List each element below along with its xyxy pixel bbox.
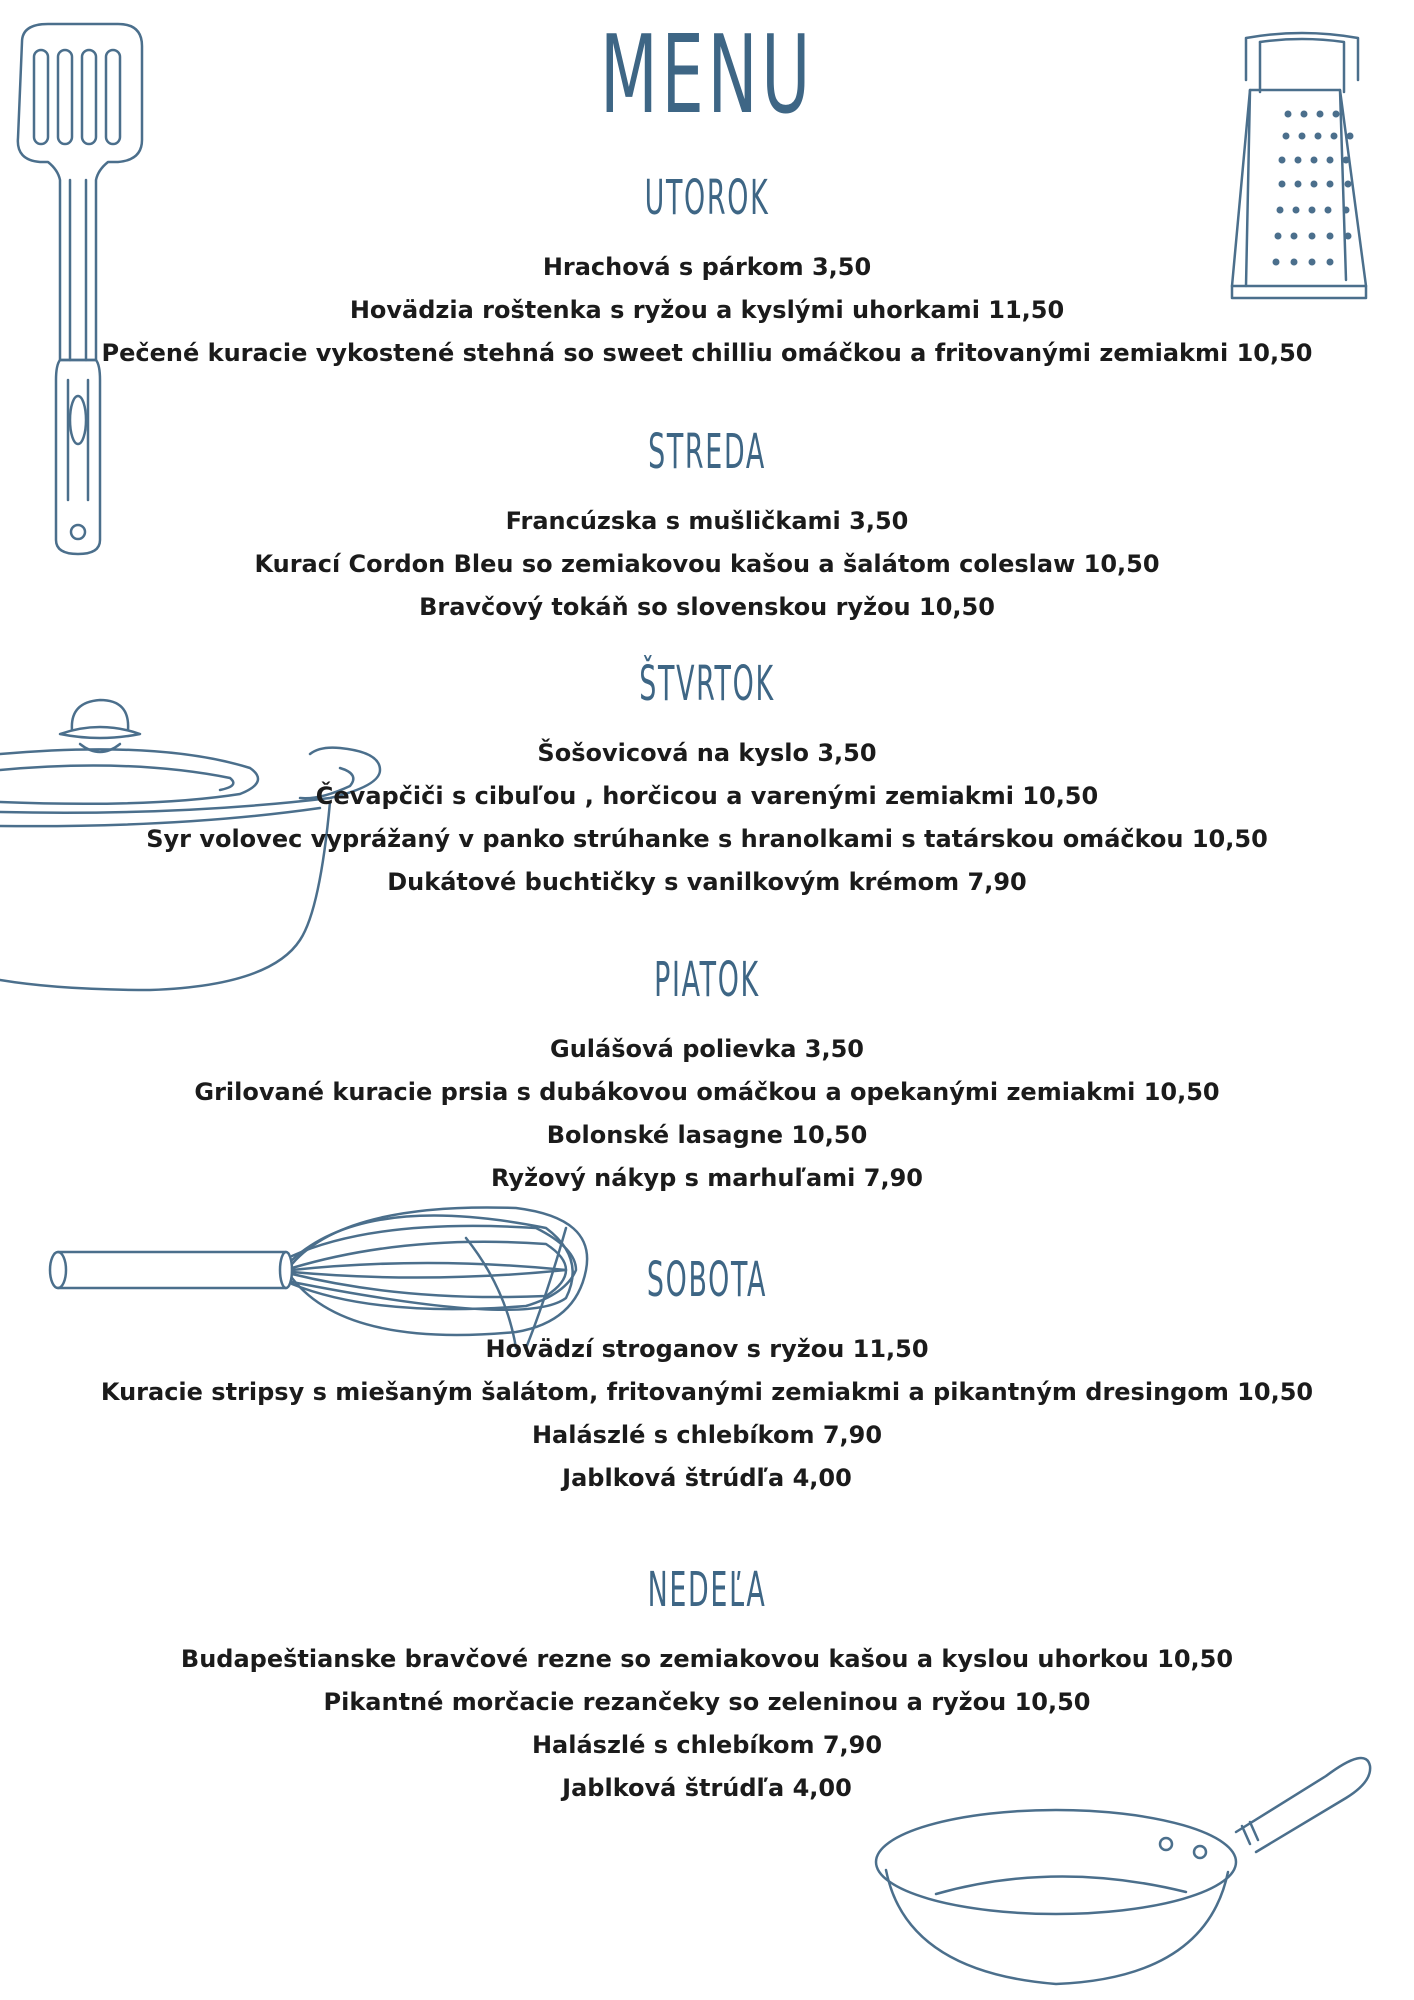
- menu-item: Gulášová polievka 3,50: [550, 1035, 864, 1063]
- menu-list: [0, 246, 1414, 375]
- menu-item: Hovädzia roštenka s ryžou a kyslými uhorkami 11,50: [349, 296, 1065, 324]
- day-section-streda: [0, 424, 1414, 629]
- page-title: MENU: [599, 13, 815, 138]
- menu-item: Bolonské lasagne 10,50: [546, 1121, 868, 1149]
- menu-item: Bravčový tokáň so slovenskou ryžou 10,50: [419, 593, 995, 621]
- day-section-piatok: [0, 952, 1414, 1200]
- menu-item: Kuracie stripsy s miešaným šalátom, fritovanými zemiakmi a pikantným dresingom 10,50: [100, 1378, 1314, 1406]
- menu-item: Budapeštianske bravčové rezne so zemiakovou kašou a kyslou uhorkou 10,50: [180, 1645, 1234, 1673]
- menu-list: [0, 1638, 1414, 1810]
- day-heading: ŠTVRTOK: [639, 656, 775, 712]
- menu-item: Šošovicová na kyslo 3,50: [537, 739, 877, 767]
- menu-item: Syr volovec vyprážaný v panko strúhanke s hranolkami s tatárskou omáčkou 10,50: [146, 825, 1268, 853]
- menu-list: [0, 732, 1414, 904]
- day-section-utorok: [0, 170, 1414, 375]
- menu-item: Hrachová s párkom 3,50: [542, 253, 872, 281]
- menu-item: Kurací Cordon Bleu so zemiakovou kašou a šalátom coleslaw 10,50: [254, 550, 1160, 578]
- day-section-stvrtok: [0, 656, 1414, 904]
- menu-list: [0, 500, 1414, 629]
- day-heading: NEDEĽA: [647, 1562, 767, 1618]
- menu-item: Ryžový nákyp s marhuľami 7,90: [491, 1164, 923, 1192]
- day-section-sobota: [0, 1252, 1414, 1500]
- menu-item: Hovädzí stroganov s ryžou 11,50: [485, 1335, 929, 1363]
- menu-item: Čevapčiči s cibuľou , horčicou a varenými zemiakmi 10,50: [315, 782, 1099, 810]
- menu-item: Halászlé s chlebíkom 7,90: [531, 1421, 883, 1449]
- menu-item: Pikantné morčacie rezančeky so zeleninou a ryžou 10,50: [323, 1688, 1091, 1716]
- menu-item: Jablková štrúdľa 4,00: [562, 1464, 852, 1492]
- menu-item: Halászlé s chlebíkom 7,90: [531, 1731, 883, 1759]
- day-section-nedela: [0, 1562, 1414, 1810]
- day-heading: STREDA: [648, 424, 766, 480]
- day-heading: SOBOTA: [646, 1252, 768, 1308]
- day-heading: PIATOK: [654, 952, 760, 1008]
- menu-list: [0, 1328, 1414, 1500]
- menu-item: Dukátové buchtičky s vanilkovým krémom 7,90: [387, 868, 1027, 896]
- day-heading: UTOROK: [644, 170, 770, 226]
- menu-item: Grilované kuracie prsia s dubákovou omáčkou a opekanými zemiakmi 10,50: [194, 1078, 1220, 1106]
- menu-item: Pečené kuracie vykostené stehná so sweet chilliu omáčkou a fritovanými zemiakmi 10,50: [101, 339, 1313, 367]
- menu-item: Francúzska s mušličkami 3,50: [505, 507, 909, 535]
- menu-item: Jablková štrúdľa 4,00: [562, 1774, 852, 1802]
- menu-list: [0, 1028, 1414, 1200]
